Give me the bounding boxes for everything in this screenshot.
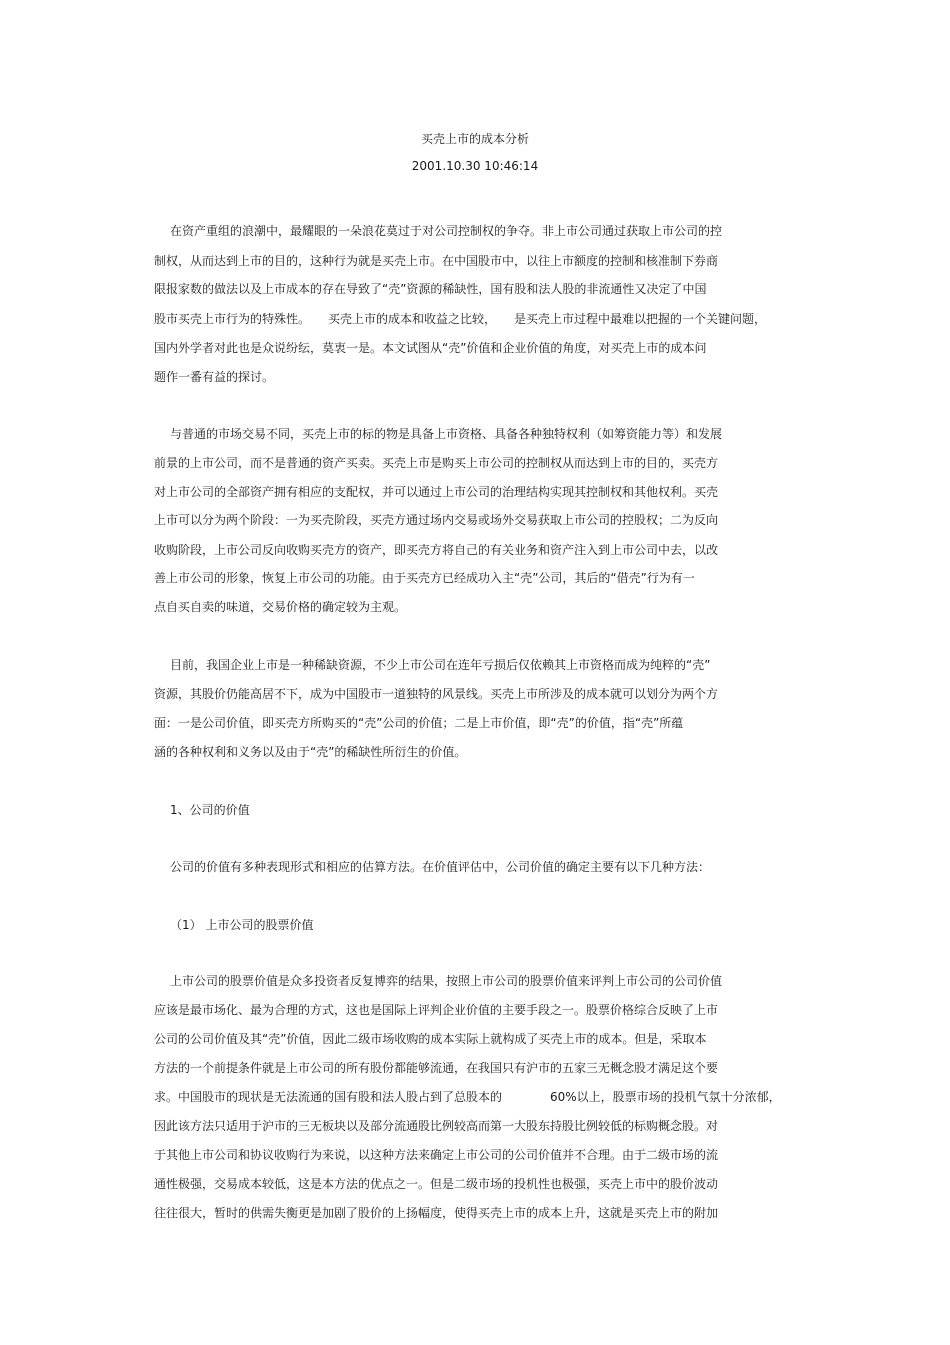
paragraph-line: 目前，我国企业上市是一种稀缺资源，不少上市公司在连年亏损后仅依赖其上市资格而成为纯粹的“壳”: [170, 658, 711, 672]
paragraph-line: 应该是最市场化、最为合理的方式，这也是国际上评判企业价值的主要手段之一。股票价格综合反映了上市: [154, 1003, 719, 1017]
paragraph-line: 上市可以分为两个阶段：一为买壳阶段，买壳方通过场内交易或场外交易获取上市公司的控股权；二为反向: [154, 513, 719, 527]
paragraph-line: 方法的一个前提条件就是上市公司的所有股份都能够流通，在我国只有沪市的五家三无概念股才满足这个要: [154, 1061, 719, 1075]
paragraph-line: 上市公司的股票价值是众多投资者反复博弈的结果，按照上市公司的股票价值来评判上市公司的公司价值: [170, 974, 723, 988]
paragraph-line: 善上市公司的形象，恢复上市公司的功能。由于买壳方已经成功入主“壳”公司，其后的“借壳”行为有一: [154, 571, 695, 585]
paragraph-line: 前景的上市公司，而不是普通的资产买卖。买壳上市是购买上市公司的控制权从而达到上市的目的，买壳方: [154, 456, 719, 470]
paragraph-line: 在资产重组的浪潮中，最耀眼的一朵浪花莫过于对公司控制权的争夺。非上市公司通过获取上市公司的控: [170, 224, 723, 238]
paragraph-line: 涵的各种权利和义务以及由于“壳”的稀缺性所衍生的价值。: [154, 745, 467, 759]
paragraph-line: 往往很大，暂时的供需失衡更是加剧了股价的上扬幅度，使得买壳上市的成本上升，这就是买壳上市的附加: [154, 1206, 719, 1220]
section-heading-text: 1、公司的价值: [170, 803, 250, 817]
paragraph-line: 资源，其股价仍能高居不下，成为中国股市一道独特的风景线。买壳上市所涉及的成本就可以划分为两个方: [154, 687, 719, 701]
paragraph-line: 通性极强，交易成本较低，这是本方法的优点之一。但是二级市场的投机性也极强，买壳上市中的股价波动: [154, 1177, 719, 1191]
paragraph-line: 题作一番有益的探讨。: [154, 370, 275, 384]
paragraph-line: 公司的公司价值及其“壳”价值，因此二级市场收购的成本实际上就构成了买壳上市的成本。但是，采取本: [154, 1032, 707, 1046]
paragraph-line: 求。中国股市的现状是无法流通的国有股和法人股占到了总股本的 60%以上，股票市场的投机气氛十分浓郁，: [154, 1090, 781, 1104]
paragraph-line: 收购阶段，上市公司反向收购买壳方的资产，即买壳方将自己的有关业务和资产注入到上市公司中去，以改: [154, 543, 719, 557]
document-title: 买壳上市的成本分析: [420, 132, 529, 146]
paragraph-line: 因此该方法只适用于沪市的三无板块以及部分流通股比例较高而第一大股东持股比例较低的标购概念股。对: [154, 1119, 719, 1133]
subsection-heading-text: （1） 上市公司的股票价值: [170, 918, 314, 932]
paragraph-line: 点自买自卖的味道，交易价格的确定较为主观。: [154, 600, 407, 614]
paragraph-line: 公司的价值有多种表现形式和相应的估算方法。在价值评估中，公司价值的确定主要有以下几种方法：: [170, 860, 711, 874]
document-datetime: 2001.10.30 10:46:14: [411, 159, 539, 173]
paragraph-line: 面：一是公司价值，即买壳方所购买的“壳”公司的价值；二是上市价值，即“壳”的价值，指“壳”所蕴: [154, 716, 684, 730]
paragraph-line: 制权，从而达到上市的目的，这种行为就是买壳上市。在中国股市中，以往上市额度的控制和核准制下券商: [154, 254, 719, 268]
paragraph-line: 于其他上市公司和协议收购行为来说，以这种方法来确定上市公司的公司价值并不合理。由于二级市场的流: [154, 1148, 719, 1162]
paragraph-line: 股市买壳上市行为的特殊性。 买壳上市的成本和收益之比较， 是买壳上市过程中最难以把握的一个关键问题，: [154, 312, 767, 326]
paragraph-line: 与普通的市场交易不同，买壳上市的标的物是具备上市资格、具备各种独特权利（如筹资能力等）和发展: [170, 427, 723, 441]
paragraph-line: 对上市公司的全部资产拥有相应的支配权，并可以通过上市公司的治理结构实现其控制权和其他权利。买壳: [154, 485, 719, 499]
paragraph-line: 国内外学者对此也是众说纷纭，莫衷一是。本文试图从“壳”价值和企业价值的角度，对买壳上市的成本问: [154, 341, 707, 355]
paragraph-line: 限报家数的做法以及上市成本的存在导致了“壳”资源的稀缺性，国有股和法人股的非流通性又决定了中国: [154, 282, 707, 296]
